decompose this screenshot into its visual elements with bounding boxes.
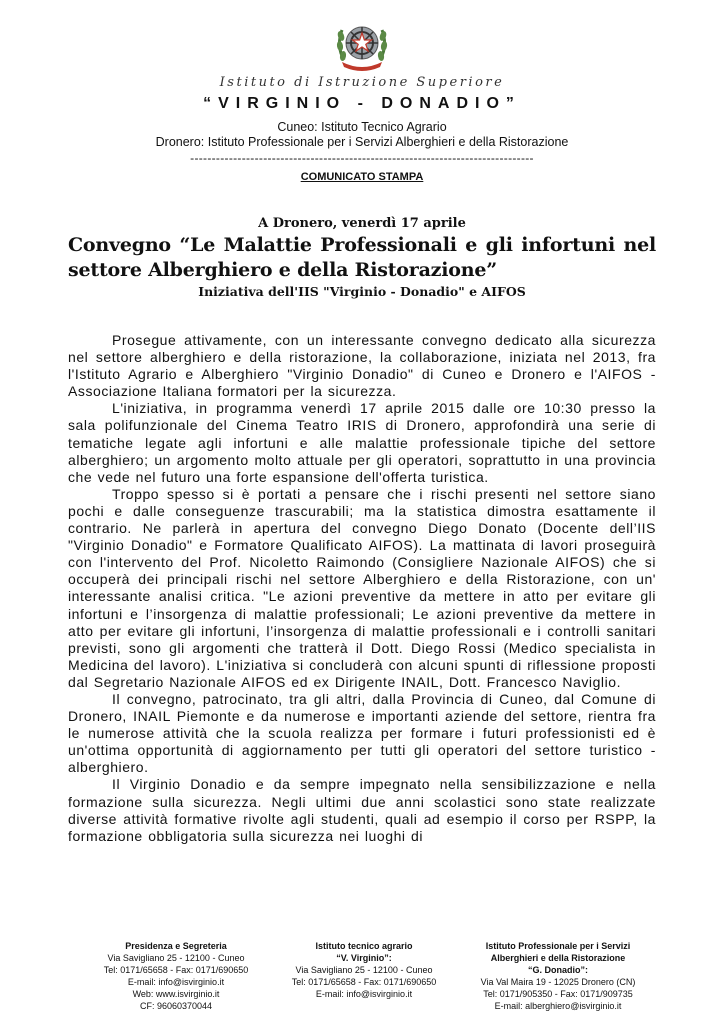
footer-heading: “V. Virginio”: [336,953,392,963]
article-body [68,332,656,845]
article-title-line-1: Convegno “Le Malattie Professionali e gli infortuni nel [68,234,656,256]
institute-subtitle: Istituto di Istruzione Superiore [219,75,505,90]
footer-column-agrario [266,940,462,1000]
footer-line: Tel: 0171/905350 - Fax: 0171/909735 [483,989,633,999]
footer-line: Tel: 0171/65658 - Fax: 0171/690650 [103,965,249,975]
footer-email[interactable]: E-mail: info@isvirginio.it [127,977,225,987]
article-title-line-2: settore Alberghiero e della Ristorazione” [68,259,497,281]
article-title [68,233,656,283]
footer-line: Tel: 0171/65658 - Fax: 0171/690650 [291,977,437,987]
italian-republic-emblem-icon [334,16,390,74]
footer-heading: Alberghieri e della Ristorazione [490,953,626,963]
footer-line: CF: 96060370044 [139,1001,213,1011]
article-paragraph: Troppo spesso si è portati a pensare che i rischi presenti nel settore siano pochi e dalle conseguenze trascurabili; ma la statistica dimostra esattamente il contrario. Ne parlerà in apertura del convegno Diego Donato (Docente dell’IIS "Virginio Donadio" e Formatore Qualificato AIFOS). La mattinata di lavori proseguirà con l'intervento del Prof. Nicoletto Raimondo (Consigliere Nazionale AIFOS) che si occuperà dei principali rischi nel settore Alberghiero e della Ristorazione, con un' interessante analisi critica. "Le azioni preventive da mettere in atto per evitare gli infortuni e l’insorgenza di malattie professionali; Le azioni preventive da mettere in atto per evitare gli infortuni, l’insorgenza di malattie professionali e i controlli sanitari previsti, sono gli argomenti che tratterà il Dott. Diego Rossi (Medico specialista in Medicina del lavoro). L'iniziativa si concluderà con alcuni spunti di riflessione proposti dal Segretario Nazionale AIFOS ed ex Dirigente INAIL, Dott. Francesco Naviglio. [68,485,656,690]
article-paragraph: Il convegno, patrocinato, tra gli altri, dalla Provincia di Cuneo, dal Comune di Dronero, INAIL Piemonte e da numerose e importanti aziende del settore, rientra fra le numerose attività che la scuola realizza per formare i futuri professionisti ed è un'ottima opportunità di aggiornamento per tutti gli operatori del settore turistico - alberghiero. [68,690,656,776]
article-subtitle: Iniziativa dell'IIS "Virginio - Donadio" e AIFOS [198,284,526,299]
article-paragraph: Il Virginio Donadio e da sempre impegnato nella sensibilizzazione e nella formazione sulla sicurezza. Negli ultimi due anni scolastici sono state realizzate diverse attività formative rivolte agli studenti, quali ad esempio il corso per RSPP, la formazione obbligatoria sulla sicurezza nei luoghi di [68,776,656,844]
footer-heading: Presidenza e Segreteria [125,941,227,951]
footer [0,940,724,1015]
article-paragraph: L'iniziativa, in programma venerdì 17 aprile 2015 dalle ore 10:30 presso la sala polifunzionale del Cinema Teatro IRIS di Dronero, approfondirà una serie di tematiche legate agli infortuni e alle malattie professionale tipiche del settore alberghiero; un argomento molto attuale per gli operatori, soprattutto in una provincia che vede nel futuro una forte espansione dell'offerta turistica. [68,400,656,485]
article-paragraph: Prosegue attivamente, con un interessante convegno dedicato alla sicurezza nel settore alberghiero e della ristorazione, la collaborazione, iniziata nel 2013, fra l'Istituto Agrario e Alberghiero "Virginio Donadio" di Cuneo e Dronero e l'AIFOS - Associazione Italiana formatori per la sicurezza. [68,332,656,400]
footer-line: Via Savigliano 25 - 12100 - Cuneo [107,953,245,963]
footer-web[interactable]: Web: www.isvirginio.it [132,989,220,999]
footer-email[interactable]: E-mail: alberghiero@isvirginio.it [494,1001,622,1011]
school-name: “VIRGINIO - DONADIO” [203,95,521,112]
footer-column-presidenza [78,940,274,1012]
school-location-cuneo: Cuneo: Istituto Tecnico Agrario [277,120,447,134]
dateline: A Dronero, venerdì 17 aprile [258,216,466,231]
footer-column-alberghiero [458,940,658,1012]
header-divider: -------------------------------------------------------------------------------- [190,151,534,165]
footer-email[interactable]: E-mail: info@isvirginio.it [315,989,413,999]
footer-line: Via Savigliano 25 - 12100 - Cuneo [295,965,433,975]
footer-heading: “G. Donadio”: [528,965,588,975]
footer-line: Via Val Maira 19 - 12025 Dronero (CN) [480,977,636,987]
school-location-dronero: Dronero: Istituto Professionale per i Servizi Alberghieri e della Ristorazione [155,135,569,149]
footer-heading: Istituto tecnico agrario [315,941,413,951]
footer-heading: Istituto Professionale per i Servizi [485,941,631,951]
press-release-label: COMUNICATO STAMPA [300,171,424,183]
